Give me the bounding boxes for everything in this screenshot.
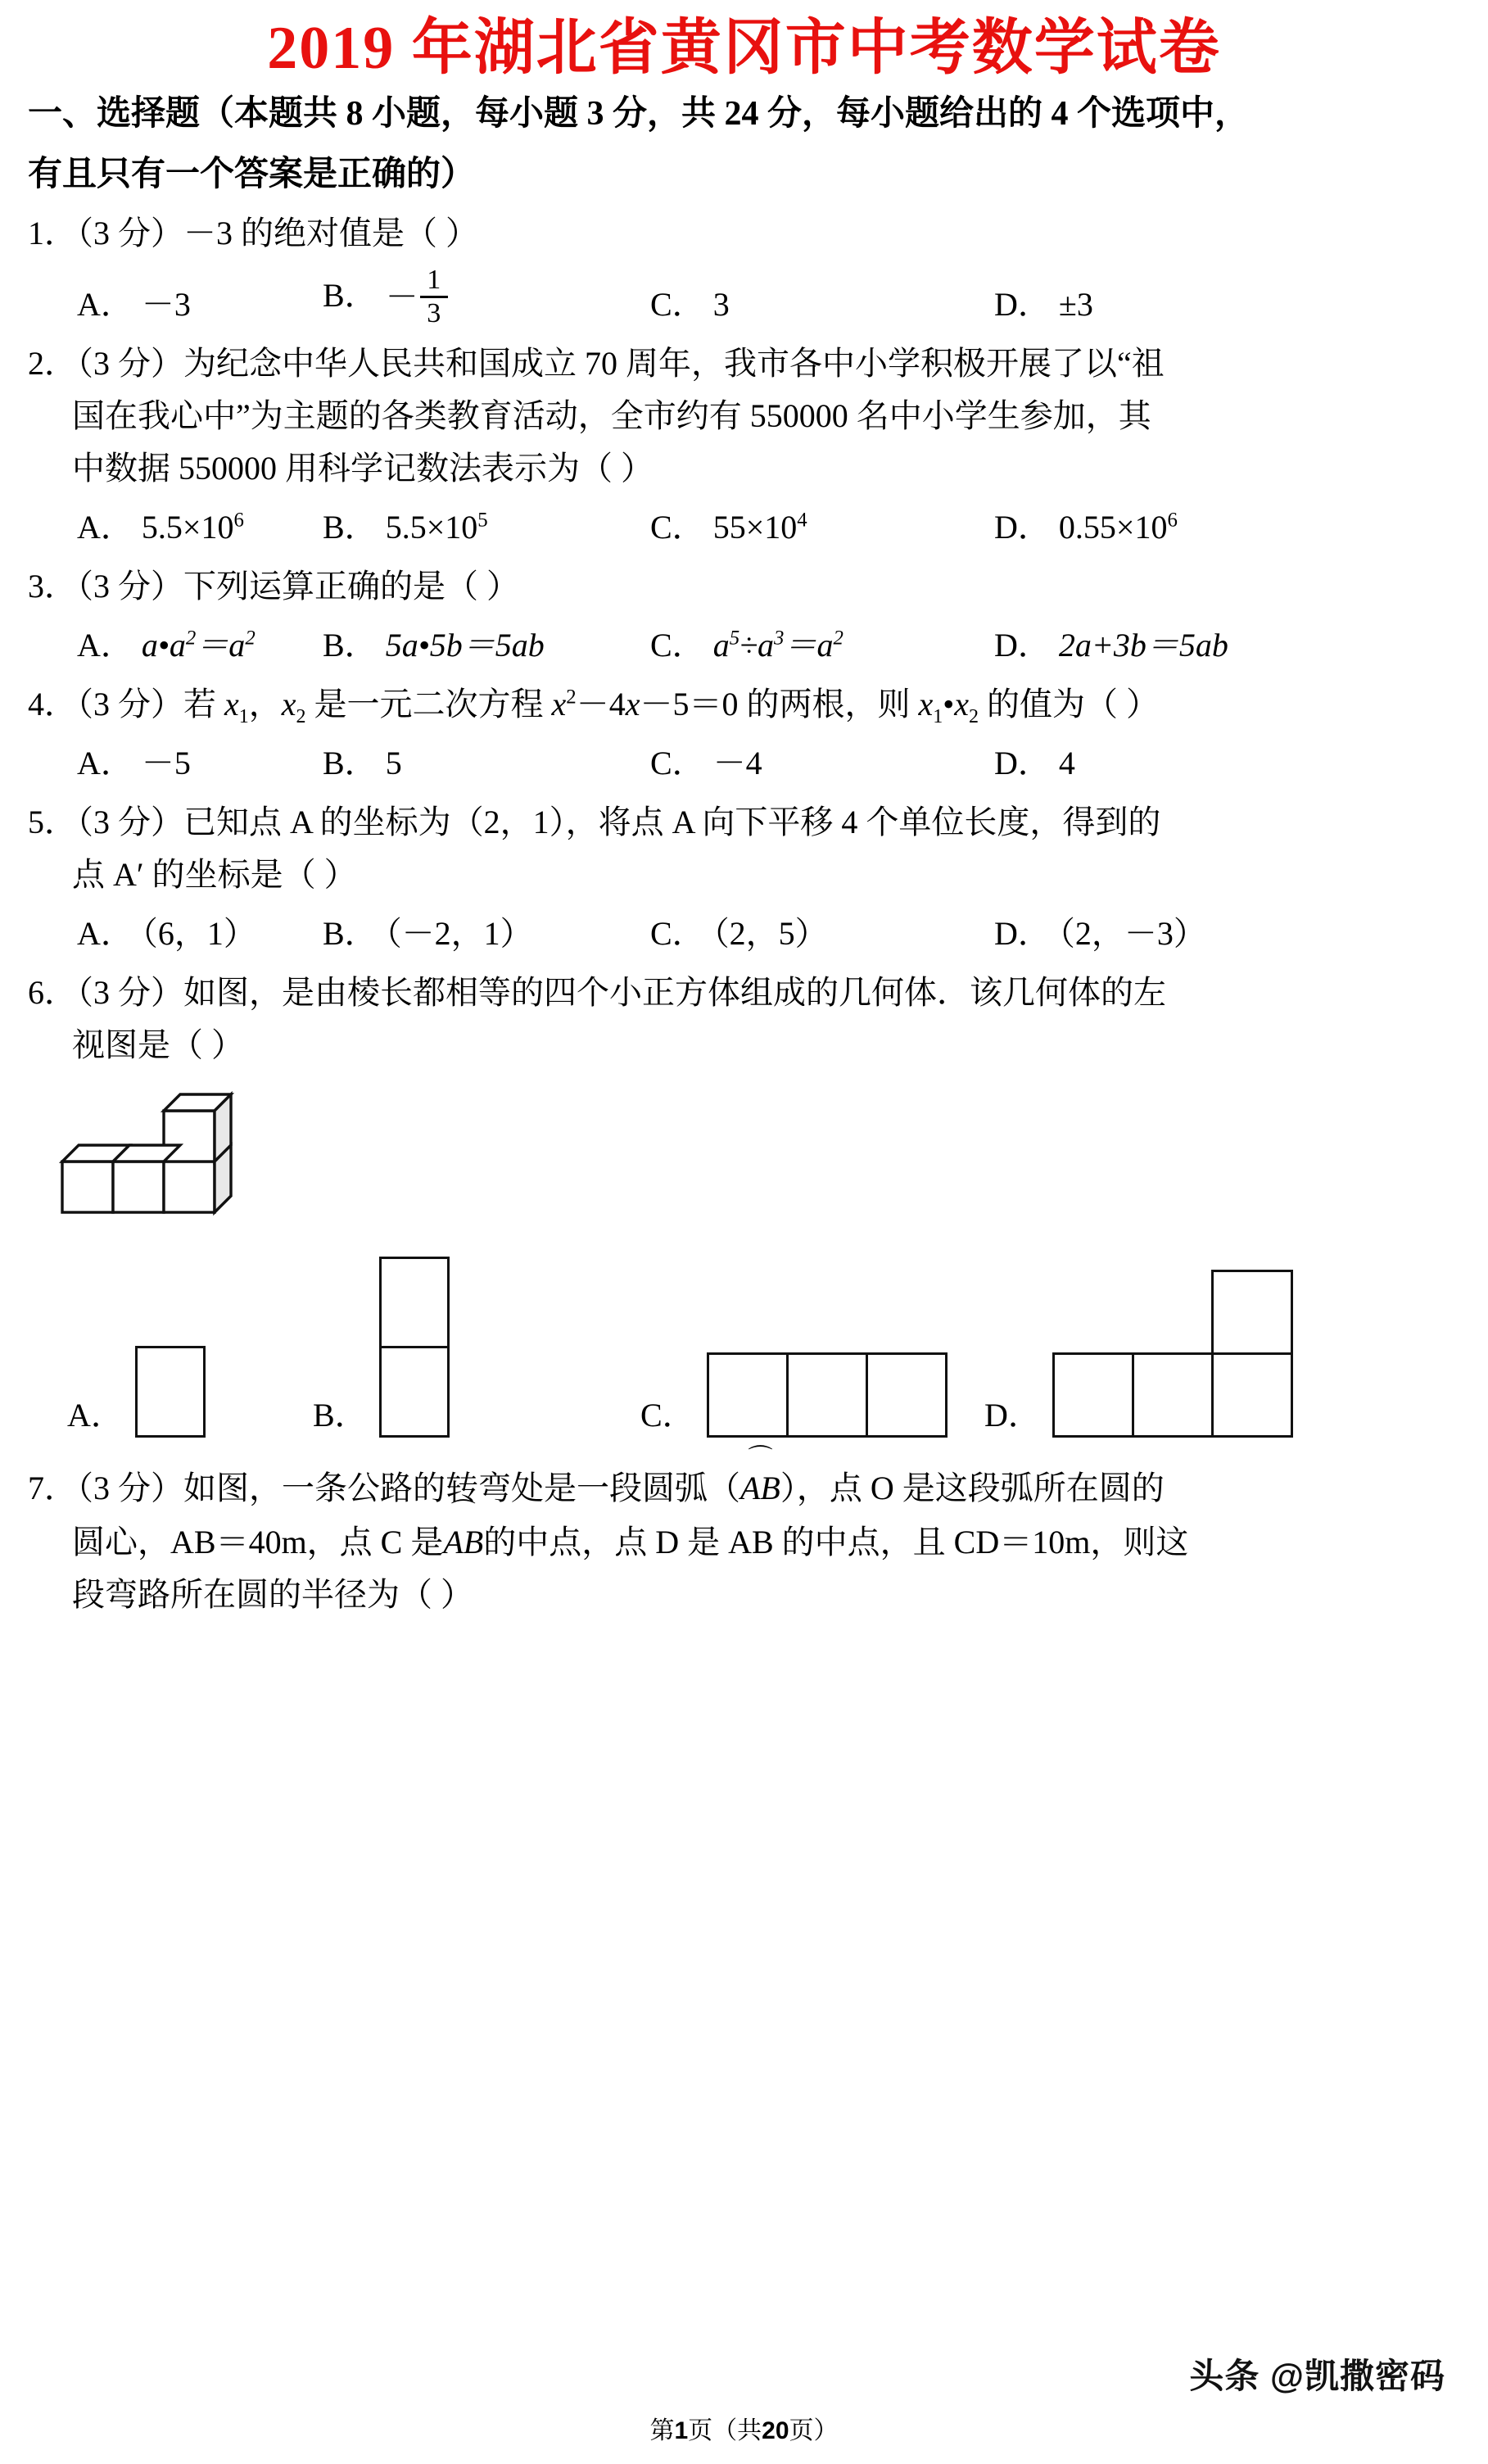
question-2-line-1: 2．（3 分）为纪念中华人民共和国成立 70 周年，我市各中小学积极开展了以“祖 xyxy=(28,345,1165,383)
section-heading-line-2: 有且只有一个答案是正确的） xyxy=(28,155,476,193)
option-3-c[interactable] xyxy=(650,621,994,670)
question-3-text: 3．（3 分）下列运算正确的是（ ） xyxy=(28,568,519,605)
question-2-options xyxy=(28,503,1460,552)
option-6-b-label: B． xyxy=(313,1397,368,1434)
option-4-b-label: B． xyxy=(323,745,378,782)
option-2-b-mantissa: 5.5×10 xyxy=(385,509,478,546)
question-3 xyxy=(28,560,1460,613)
option-6-a-label: A． xyxy=(67,1397,124,1434)
option-6-c-label: C． xyxy=(640,1397,695,1434)
option-5-d[interactable] xyxy=(994,909,1206,958)
option-1-a-label: A． xyxy=(77,286,133,324)
question-7-line-1-b: ），点 O 是这段弧所在圆的 xyxy=(780,1470,1165,1507)
page-total: 20 xyxy=(762,2417,789,2444)
question-5-line-1: 5．（3 分）已知点 A 的坐标为（2，1），将点 A 向下平移 4 个单位长度，得到的 xyxy=(28,804,1161,841)
question-4 xyxy=(28,678,1460,731)
option-4-c-label: C． xyxy=(650,745,705,782)
option-3-a-value: $a•a^2=a^2$ xyxy=(141,627,256,664)
option-5-c[interactable] xyxy=(650,909,994,958)
option-2-c-label: C． xyxy=(650,509,705,546)
option-2-a-mantissa: 5.5×10 xyxy=(141,509,234,546)
question-7 xyxy=(28,1445,1460,1621)
option-1-b-sign: － xyxy=(385,278,418,315)
option-5-d-value: （2，－3） xyxy=(1058,915,1206,953)
horizontal-three-shape xyxy=(707,1352,948,1438)
option-3-d[interactable] xyxy=(994,621,1228,670)
question-7-line-3: 段弯路所在圆的半径为（ ） xyxy=(72,1576,473,1614)
option-5-a-label: A． xyxy=(77,915,133,953)
question-3-options xyxy=(28,621,1460,670)
option-4-a[interactable] xyxy=(77,739,323,788)
question-2-line-3: 中数据 550000 用科学记数法表示为（ ） xyxy=(72,450,654,487)
option-1-b-denominator: 3 xyxy=(427,298,441,329)
option-3-a-label: A． xyxy=(77,627,133,664)
watermark-text: 头条 @凯撒密码 xyxy=(1189,2357,1445,2395)
option-4-d[interactable] xyxy=(994,739,1075,788)
option-4-b[interactable] xyxy=(323,739,650,788)
question-1-text: 1．（3 分）－3 的绝对值是（ ） xyxy=(28,215,478,252)
option-3-d-value: 2a+3b＝5ab xyxy=(1058,627,1228,664)
option-3-b-value: 5a•5b＝5ab xyxy=(385,627,545,664)
option-3-b-label: B． xyxy=(323,627,378,664)
page-title: 2019 年湖北省黄冈市中考数学试卷 xyxy=(267,15,1221,82)
option-5-b[interactable] xyxy=(323,909,650,958)
option-5-c-value: （2，5） xyxy=(712,915,828,953)
option-2-b-exponent: 5 xyxy=(477,509,488,532)
question-1 xyxy=(28,207,1460,260)
option-2-b[interactable] xyxy=(323,503,650,552)
option-2-a-label: A． xyxy=(77,509,133,546)
option-2-d[interactable] xyxy=(994,503,1178,552)
option-1-a[interactable] xyxy=(77,280,323,329)
page-middle: 页（共 xyxy=(688,2417,762,2444)
option-4-b-value: 5 xyxy=(385,745,402,782)
page-suffix: 页） xyxy=(789,2417,839,2444)
option-4-d-label: D． xyxy=(994,745,1051,782)
option-5-a[interactable] xyxy=(77,909,323,958)
option-4-c[interactable] xyxy=(650,739,994,788)
option-3-c-value: $a^5\div a^3=a^2$ xyxy=(712,627,844,664)
three-with-one-on-top-right-shape xyxy=(1052,1270,1293,1438)
question-4-options xyxy=(28,739,1460,788)
option-1-b-numerator: 1 xyxy=(427,265,441,296)
option-5-a-value: （6，1） xyxy=(141,915,256,953)
question-6-options xyxy=(28,1257,1460,1438)
question-6 xyxy=(28,967,1460,1071)
vertical-two-stack-shape xyxy=(379,1257,450,1438)
option-5-b-value: （－2，1） xyxy=(385,915,533,953)
option-1-c-label: C． xyxy=(650,286,705,324)
option-4-d-value: 4 xyxy=(1058,745,1075,782)
option-6-d-label: D． xyxy=(984,1397,1041,1434)
option-2-d-mantissa: 0.55×10 xyxy=(1058,509,1168,546)
option-1-c[interactable] xyxy=(650,280,994,329)
arc-ab-2-label: AB xyxy=(443,1524,484,1561)
exam-page xyxy=(0,15,1488,2464)
question-2 xyxy=(28,337,1460,495)
question-4-text: 4．（3 分）若 $x_1$，$x_2$ 是一元二次方程 $x^2-4x-5=0$ 的两根，则 $x_1•x_2$ 的值为（ ） xyxy=(28,686,1160,728)
option-6-b[interactable] xyxy=(313,1257,640,1438)
option-1-a-value: －3 xyxy=(141,286,191,324)
option-4-a-value: －5 xyxy=(141,745,191,782)
option-1-d[interactable] xyxy=(994,280,1093,329)
option-1-b[interactable] xyxy=(323,265,650,329)
option-1-d-label: D． xyxy=(994,286,1051,324)
fraction-one-third xyxy=(385,265,448,329)
question-2-line-2: 国在我心中”为主题的各类教育活动，全市约有 550000 名中小学生参加，其 xyxy=(72,397,1151,435)
option-3-a[interactable] xyxy=(77,621,323,670)
option-2-a[interactable] xyxy=(77,503,323,552)
option-2-d-label: D． xyxy=(994,509,1051,546)
option-3-d-label: D． xyxy=(994,627,1051,664)
cubes-svg xyxy=(51,1091,288,1234)
option-2-c-mantissa: 55×10 xyxy=(712,509,798,546)
page-current: 1 xyxy=(674,2417,689,2444)
section-heading-line-1: 一、选择题（本题共 8 小题，每小题 3 分，共 24 分，每小题给出的 4 个选项中， xyxy=(28,95,1250,133)
page-number xyxy=(0,2410,1488,2446)
question-7-line-2-b: 的中点，点 D 是 AB 的中点，且 CD＝10m，则这 xyxy=(483,1524,1189,1561)
question-5-options xyxy=(28,909,1460,958)
page-footer xyxy=(0,2357,1488,2453)
arc-ab-1-label: AB xyxy=(740,1470,780,1507)
question-7-line-1 xyxy=(28,1445,1460,1515)
option-1-d-value: ±3 xyxy=(1058,286,1093,324)
option-6-a[interactable] xyxy=(67,1346,313,1438)
option-6-c[interactable] xyxy=(640,1352,984,1438)
arc-ab-2 xyxy=(443,1499,484,1569)
arc-mark-icon: ⌒ xyxy=(748,1445,773,1473)
page-prefix: 第 xyxy=(649,2417,675,2444)
question-6-line-2: 视图是（ ） xyxy=(72,1026,244,1064)
option-2-b-label: B． xyxy=(323,509,378,546)
option-2-c-exponent: 4 xyxy=(797,509,807,532)
option-5-c-label: C． xyxy=(650,915,705,953)
arc-mark-icon-2: ⌒ xyxy=(450,1499,476,1527)
option-1-b-label: B． xyxy=(323,276,378,314)
option-2-d-exponent: 6 xyxy=(1167,509,1178,532)
option-1-c-value: 3 xyxy=(712,286,730,324)
option-4-a-label: A． xyxy=(77,745,133,782)
option-3-b[interactable] xyxy=(323,621,650,670)
option-5-b-label: B． xyxy=(323,915,378,953)
question-1-options xyxy=(28,265,1460,329)
question-7-line-2 xyxy=(28,1499,1460,1569)
question-5-line-2: 点 A′ 的坐标是（ ） xyxy=(72,856,357,894)
option-6-d[interactable] xyxy=(984,1270,1293,1438)
question-6-line-1: 6．（3 分）如图，是由棱长都相等的四个小正方体组成的几何体．该几何体的左 xyxy=(28,974,1166,1012)
option-4-c-value: －4 xyxy=(712,745,762,782)
question-5 xyxy=(28,796,1460,901)
four-cubes-solid-figure xyxy=(51,1091,1460,1239)
question-7-line-2-a: 圆心，AB＝40m，点 C 是 xyxy=(72,1524,444,1561)
single-square-shape xyxy=(135,1346,206,1438)
question-7-line-1-a: 7．（3 分）如图，一条公路的转弯处是一段圆弧（ xyxy=(28,1470,740,1507)
arc-ab-1 xyxy=(740,1445,780,1515)
option-3-c-label: C． xyxy=(650,627,705,664)
option-2-c[interactable] xyxy=(650,503,994,552)
option-5-d-label: D． xyxy=(994,915,1051,953)
option-2-a-exponent: 6 xyxy=(233,509,244,532)
